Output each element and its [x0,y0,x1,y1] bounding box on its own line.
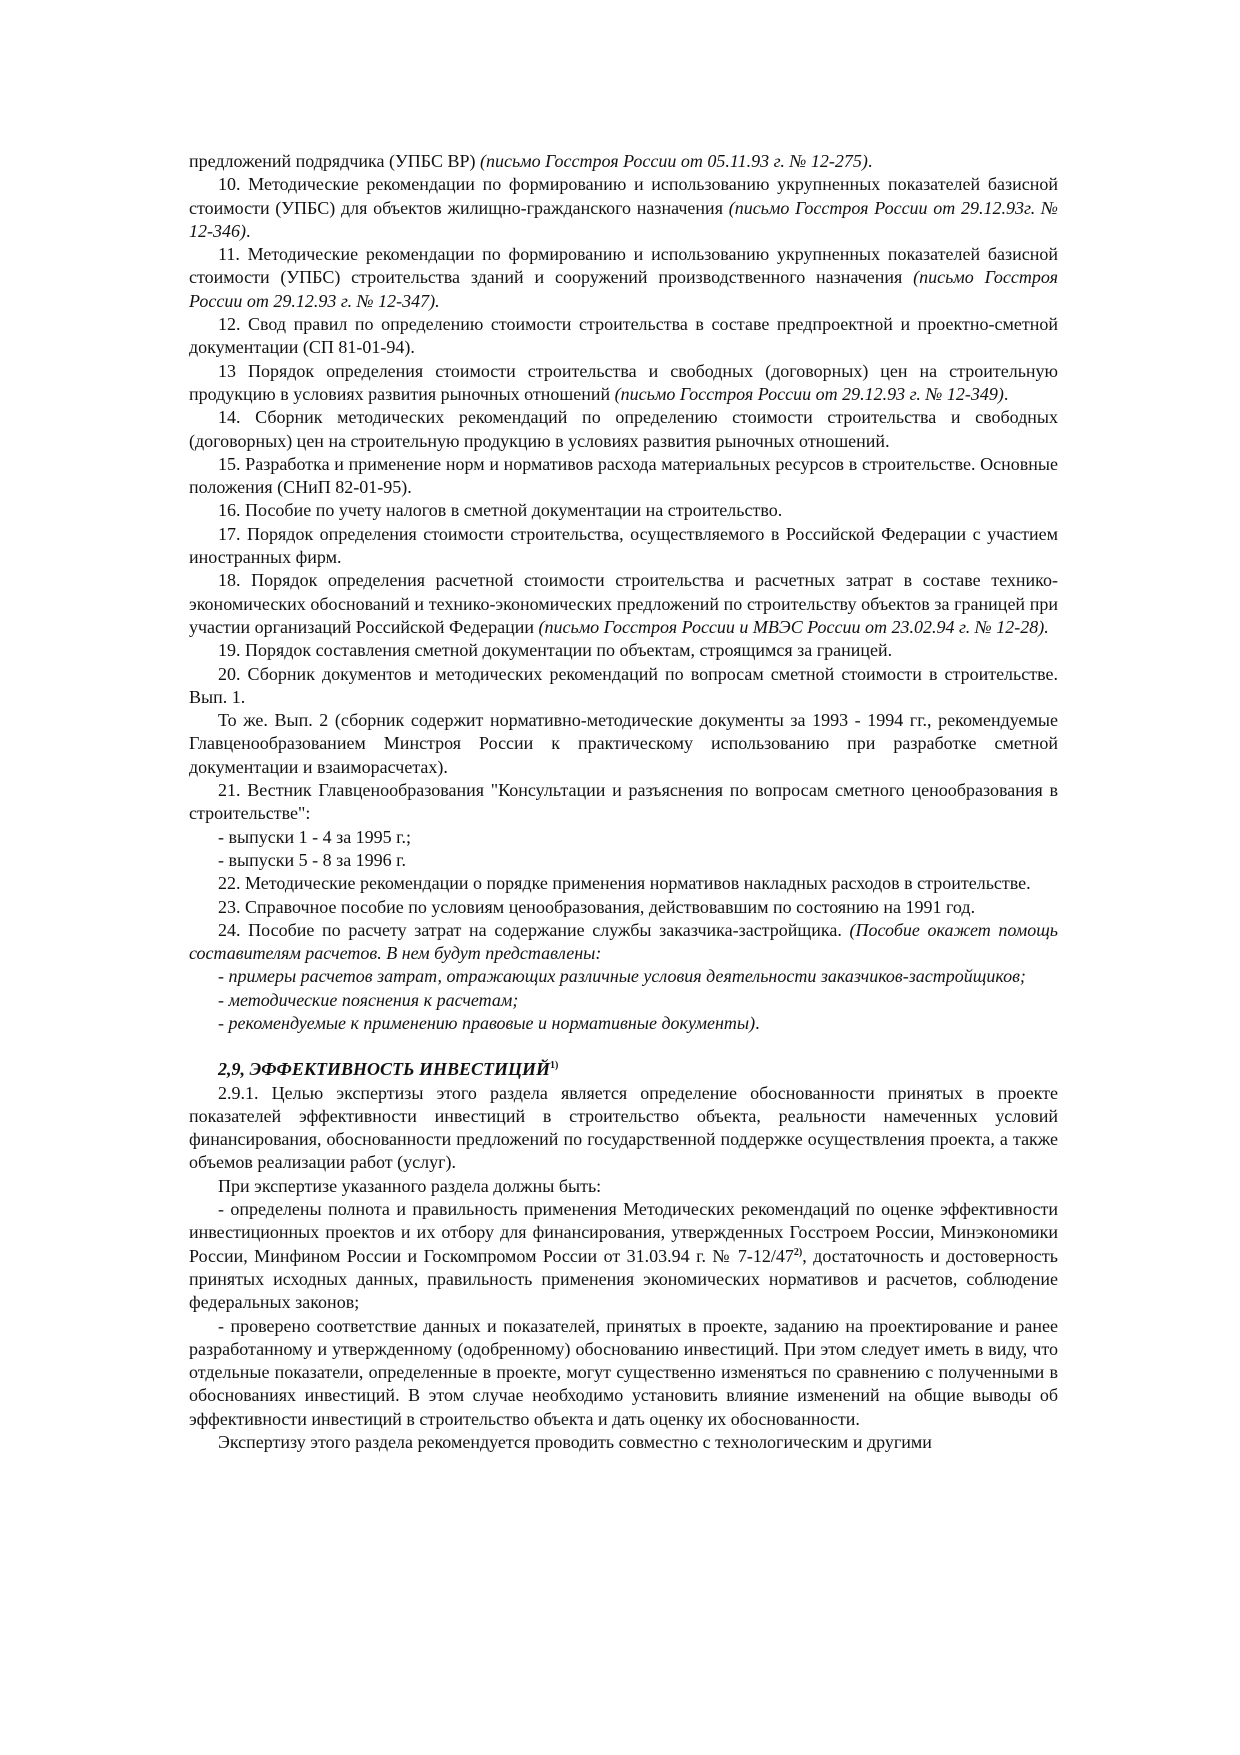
paragraph-text: 18. Порядок определения расчетной стоимости строительства и расчетных затрат в составе технико-экономических обоснований и технико-экономических предложений по строительству объектов за границей при участии организаций Российской Федерации [189,570,1058,637]
paragraph-text: . [246,220,251,241]
italic-text: - примеры расчетов затрат, отражающих различные условия деятельности заказчиков-застройщиков; [218,966,1026,987]
paragraph-text: 21. Вестник Главценообразования "Консультации и разъяснения по вопросам сметного ценообразования в строительстве": [189,780,1058,824]
reference-list [189,150,1058,1035]
italic-text: - методические пояснения к расчетам; [218,989,519,1010]
footnote-mark: 2) [793,1246,803,1258]
section-paragraph: 2.9.1. Целью экспертизы этого раздела является определение обоснованности принятых в проекте показателей эффективности инвестиций в строительство объекта, реальности намеченных условий финансирования, обоснованности предложений по государственной поддержке осуществления проекта, а также объемов реализации работ (услуг). [189,1082,1058,1173]
list-paragraph [189,896,1058,919]
paragraph-text: То же. Вып. 2 (сборник содержит нормативно-методические документы за 1993 - 1994 гг., рекомендуемые Главценообразованием Минстроя России к практическому использованию при разработке сметной документации и взаиморасчетах). [189,710,1058,777]
paragraph-text: предложений подрядчика (УПБС ВР) [189,151,480,171]
paragraph-text: 15. Разработка и применение норм и нормативов расхода материальных ресурсов в строительстве. Основные положения (СНиП 82-01-95). [189,453,1058,498]
paragraph-text: - определены полнота и правильность применения Методических рекомендаций по оценке эффективности инвестиционных проектов и их отбору для финансирования, утвержденных Госстроем России, Минэкономики России, Минфином России и Госкомпромом России от 31.03.94 г. № 7-12/47 [189,1199,1058,1266]
paragraph-text: 22. Методические рекомендации о порядке применения нормативов накладных расходов в строительстве. [218,873,1031,894]
paragraph-text: 11. Методические рекомендации по формированию и использованию укрупненных показателей базисной стоимости (УПБС) строительства зданий и сооружений производственного назначения [189,244,1058,288]
list-paragraph [189,989,1058,1012]
paragraph-text: 16. Пособие по учету налогов в сметной документации на строительство. [218,500,783,521]
list-paragraph [189,1012,1058,1035]
list-paragraph [189,849,1058,872]
section-heading [189,1058,1058,1081]
section-paragraph: При экспертизе указанного раздела должны быть: [218,1175,602,1196]
italic-text: (письмо Госстроя России от 29.12.93 г. № 12-347). [189,267,1058,311]
italic-text: (Пособие окажет помощь составителям расчетов. В нем будут представлены: [189,919,1058,964]
section-paragraph [189,1198,1058,1314]
list-paragraph [189,779,1058,826]
list-paragraph [189,360,1058,407]
section-paragraph: Экспертизу этого раздела рекомендуется проводить совместно с технологическим и другими [218,1432,932,1453]
list-paragraph [189,826,1058,849]
paragraph-text: . [755,1012,760,1033]
paragraph-text: 20. Сборник документов и методических рекомендаций по вопросам сметной стоимости в строительстве. Вып. 1. [189,663,1058,707]
section-paragraph: - проверено соответствие данных и показателей, принятых в проекте, заданию на проектирование и ранее разработанному и утвержденному (одобренному) обоснованию инвестиций. При этом следует иметь в виду, что отдельные показатели, определенные в проекте, могут существенно изменяться по сравнению с полученными в обоснованиях инвестиций. В этом случае необходимо установить влияние изменений на общие выводы об эффективности инвестиций в строительство объекта и дать оценку их обоснованности. [189,1315,1058,1429]
list-paragraph [189,523,1058,570]
italic-text: - рекомендуемые к применению правовые и нормативные документы) [218,1012,756,1033]
paragraph-text: , достаточность и достоверность принятых исходных данных, правильность применения экономических нормативов и расчетов, соблюдение федеральных законов; [189,1245,1058,1313]
list-paragraph [189,173,1058,243]
paragraph-text: 17. Порядок определения стоимости строительства, осуществляемого в Российской Федерации с участием иностранных фирм. [189,523,1058,568]
italic-text: (письмо Госстроя России и МВЭС России от 23.02.94 г. № 12-28). [538,616,1049,637]
list-paragraph [189,663,1058,710]
italic-text: (письмо Госстроя России от 29.12.93 г. № 12-349) [614,383,1004,404]
list-paragraph [189,709,1058,779]
paragraph-text: . [1003,383,1009,404]
list-paragraph [189,639,1058,662]
paragraph-text: 14. Сборник методических рекомендаций по определению стоимости строительства и свободных (договорных) цен на строительную продукцию в условиях развития рыночных отношений. [189,407,1058,451]
paragraph-text: 10. Методические рекомендации по формированию и использованию укрупненных показателей базисной стоимости (УПБС) для объектов жилищно-гражданского назначения [189,174,1058,218]
paragraph-text: 12. Свод правил по определению стоимости строительства в составе предпроектной и проектно-сметной документации (СП 81-01-94). [189,314,1058,358]
list-paragraph [189,313,1058,360]
paragraph-text: 19. Порядок составления сметной документации по объектам, строящимся за границей. [218,640,893,661]
list-paragraph [189,453,1058,500]
list-paragraph [189,919,1058,966]
heading-footnote-mark: 1) [549,1060,559,1072]
paragraph-text: - выпуски 5 - 8 за 1996 г. [218,849,407,870]
list-paragraph [189,965,1058,988]
list-paragraph [189,569,1058,639]
paragraph-text: 24. Пособие по расчету затрат на содержание службы заказчика-застройщика. [218,919,850,940]
document-page [189,150,1058,1454]
list-paragraph [189,499,1058,522]
section-heading-text: 2,9, ЭФФЕКТИВНОСТЬ ИНВЕСТИЦИЙ [218,1059,550,1080]
paragraph-text: 23. Справочное пособие по условиям ценообразования, действовавшим по состоянию на 1991 год. [218,896,976,917]
paragraph-text: 13 Порядок определения стоимости строительства и свободных (договорных) цен на строительную продукцию в условиях развития рыночных отношений [189,360,1058,404]
list-paragraph [189,150,1058,173]
italic-text: (письмо Госстроя России от 05.11.93 г. № 12-275) [480,151,868,171]
paragraph-text: - выпуски 1 - 4 за 1995 г.; [218,826,412,847]
list-paragraph [189,243,1058,313]
list-paragraph [189,872,1058,895]
list-paragraph [189,406,1058,453]
italic-text: (письмо Госстроя России от 29.12.93г. № 12-346) [189,197,1059,241]
paragraph-text: . [867,151,873,171]
